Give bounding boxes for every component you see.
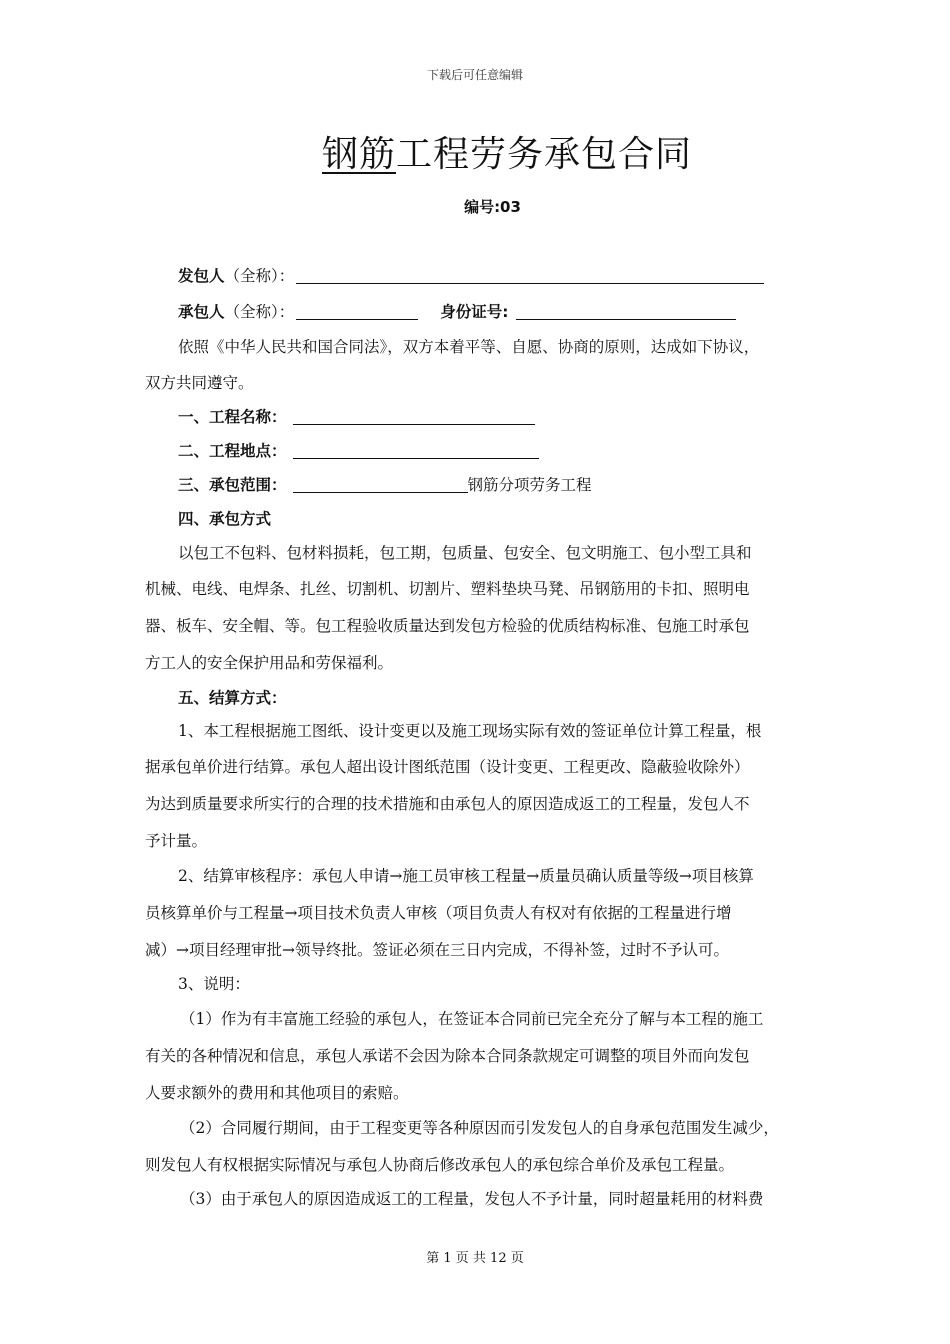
contractor-paren: （全称）： xyxy=(224,267,295,285)
settle1-line-2: 据承包单价进行结算。承包人超出设计图纸范围（设计变更、工程更改、隐蔽验收除外） xyxy=(145,758,750,776)
contractor-line xyxy=(178,264,764,286)
contract-code: 编号:03 xyxy=(464,198,521,216)
method-heading: 四、承包方式 xyxy=(178,510,272,528)
settle1-line-4: 予计量。 xyxy=(145,832,208,850)
scope-line xyxy=(178,473,592,495)
scope-label: 三、承包范围： xyxy=(178,476,287,494)
intro-line-2: 双方共同遵守。 xyxy=(145,374,254,392)
page-title xyxy=(322,126,692,177)
project-location-blank[interactable] xyxy=(293,442,539,459)
project-location-label: 二、工程地点： xyxy=(178,442,287,460)
id-label: 身份证号: xyxy=(440,303,509,321)
settle1-line-1: 1、本工程根据施工图纸、设计变更以及施工现场实际有效的签证单位计算工程量，根 xyxy=(178,722,762,740)
settle2-line-3: 减）→项目经理审批→领导终批。签证必须在三日内完成，不得补签，过时不予认可。 xyxy=(145,941,729,959)
scope-text: 钢筋分项劳务工程 xyxy=(467,476,592,494)
note1-line-2: 有关的各种情况和信息，承包人承诺不会因为除本合同条款规定可调整的项目外而向发包 xyxy=(145,1047,750,1065)
method-line-3: 器、板车、安全帽、等。包工程验收质量达到发包方检验的优质结构标准、包施工时承包 xyxy=(145,617,750,635)
settle2-line-2: 员核算单价与工程量→项目技术负责人审核（项目负责人有权对有依据的工程量进行增 xyxy=(145,904,732,922)
subcontractor-label: 承包人 xyxy=(178,303,225,321)
intro-line-1: 依照《中华人民共和国合同法》，双方本着平等、自愿、协商的原则，达成如下协议， xyxy=(178,338,760,356)
title-rest: 工程劳务承包合同 xyxy=(396,134,693,175)
settle3-heading: 3、说明： xyxy=(178,975,250,993)
method-line-1: 以包工不包料、包材料损耗，包工期，包质量、包安全、包文明施工、包小型工具和 xyxy=(178,544,752,562)
title-underlined: 钢筋 xyxy=(322,134,397,175)
contractor-blank[interactable] xyxy=(296,267,764,284)
project-name-line xyxy=(178,405,535,427)
method-line-4: 方工人的安全保护用品和劳保福利。 xyxy=(145,654,394,672)
id-blank[interactable] xyxy=(516,303,736,320)
scope-blank[interactable] xyxy=(293,476,468,493)
subcontractor-line xyxy=(178,300,736,322)
project-name-label: 一、工程名称： xyxy=(178,408,287,426)
contractor-label: 发包人 xyxy=(178,267,225,285)
note3-line-1: （3）由于承包人的原因造成返工的工程量，发包人不予计量，同时超量耗用的材料费 xyxy=(180,1190,764,1208)
subcontractor-blank[interactable] xyxy=(296,303,418,320)
settle1-line-3: 为达到质量要求所实行的合理的技术措施和由承包人的原因造成返工的工程量，发包人不 xyxy=(145,795,750,813)
subcontractor-paren: （全称）： xyxy=(224,303,295,321)
page-footer: 第 1 页 共 12 页 xyxy=(426,1251,524,1266)
settle2-line-1: 2、结算审核程序：承包人申请→施工员审核工程量→质量员确认质量等级→项目核算 xyxy=(178,867,754,885)
note1-line-1: （1）作为有丰富施工经验的承包人，在签证本合同前已完全充分了解与本工程的施工 xyxy=(180,1010,764,1028)
project-location-line xyxy=(178,439,539,461)
project-name-blank[interactable] xyxy=(293,408,535,425)
header-note: 下载后可任意编辑 xyxy=(426,68,523,82)
note2-line-1: （2）合同履行期间，由于工程变更等各种原因而引发发包人的自身承包范围发生减少， xyxy=(180,1119,779,1137)
note1-line-3: 人要求额外的费用和其他项目的索赔。 xyxy=(145,1084,409,1102)
method-line-2: 机械、电线、电焊条、扎丝、切割机、切割片、塑料垫块马凳、吊钢筋用的卡扣、照明电 xyxy=(145,580,750,598)
note2-line-2: 则发包人有权根据实际情况与承包人协商后修改承包人的承包综合单价及承包工程量。 xyxy=(145,1156,735,1174)
settlement-heading: 五、结算方式： xyxy=(178,689,287,707)
